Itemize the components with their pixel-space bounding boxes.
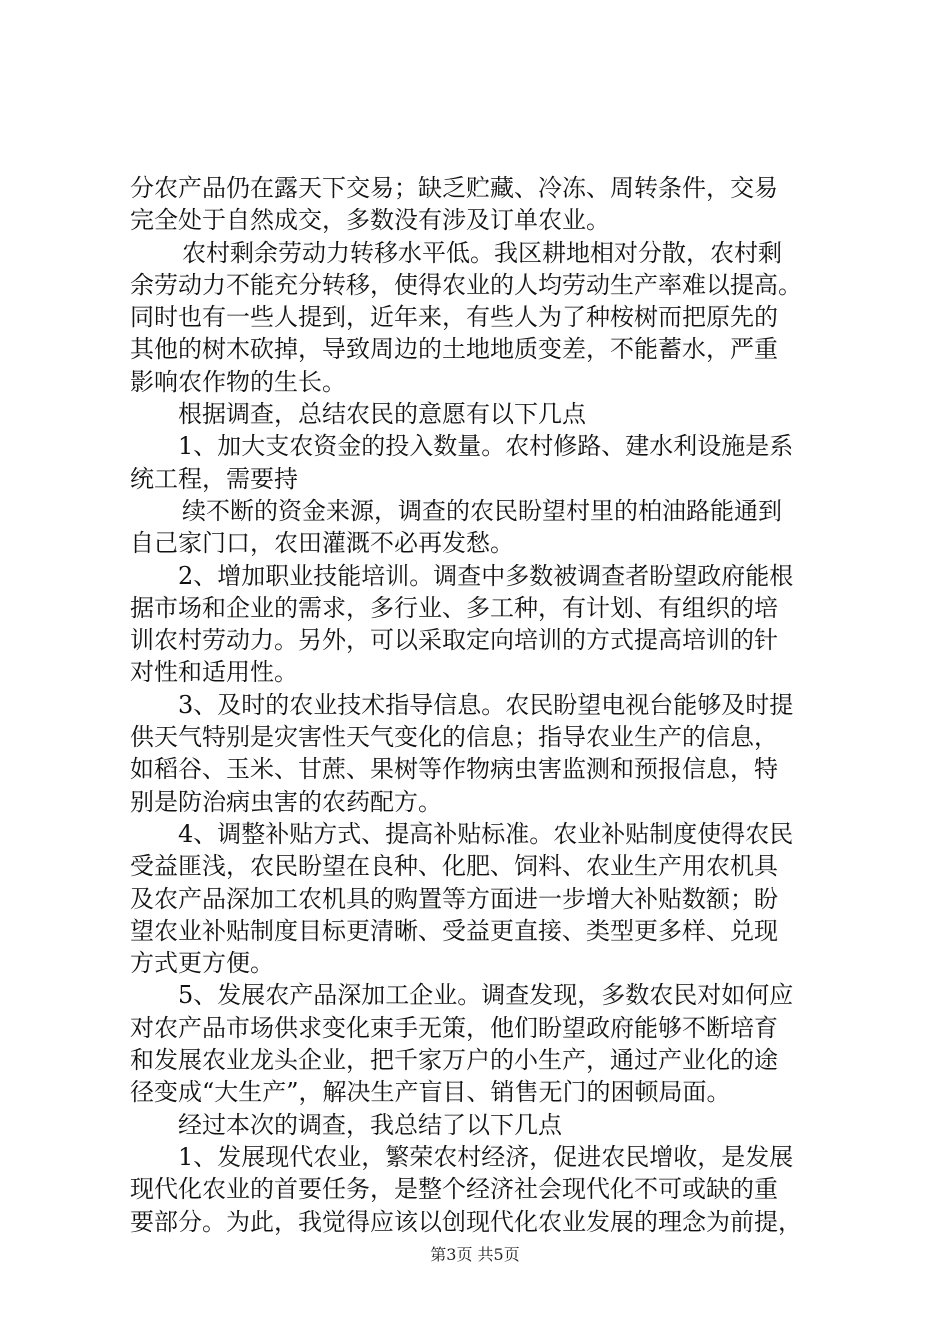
body-line: 农村剩余劳动力转移水平低。我区耕地相对分散，农村剩	[182, 238, 782, 267]
body-line: 要部分。为此，我觉得应该以创现代化农业发展的理念为前提，	[130, 1207, 802, 1236]
body-line: 2、增加职业技能培训。调查中多数被调查者盼望政府能根	[178, 561, 794, 590]
body-line: 受益匪浅，农民盼望在良种、化肥、饲料、农业生产用农机具	[130, 852, 778, 881]
body-line: 别是防治病虫害的农药配方。	[130, 787, 442, 816]
body-line: 经过本次的调查，我总结了以下几点	[178, 1110, 562, 1139]
body-line: 3、及时的农业技术指导信息。农民盼望电视台能够及时提	[178, 690, 794, 719]
body-line: 4、调整补贴方式、提高补贴标准。农业补贴制度使得农民	[178, 819, 794, 848]
body-line: 供天气特别是灾害性天气变化的信息；指导农业生产的信息，	[130, 723, 778, 752]
body-line: 现代化农业的首要任务，是整个经济社会现代化不可或缺的重	[130, 1175, 778, 1204]
body-line: 及农产品深加工农机具的购置等方面进一步增大补贴数额；盼	[130, 884, 778, 913]
body-line: 余劳动力不能充分转移，使得农业的人均劳动生产率难以提高。	[130, 270, 802, 299]
page-footer: 第3页 共5页	[430, 1245, 520, 1264]
body-line: 径变成“大生产”，解决生产盲目、销售无门的困顿局面。	[130, 1078, 731, 1107]
body-line: 对农产品市场供求变化束手无策，他们盼望政府能够不断培育	[130, 1013, 778, 1042]
body-line: 根据调查，总结农民的意愿有以下几点	[178, 400, 586, 429]
body-line: 分农产品仍在露天下交易；缺乏贮藏、冷冻、周转条件，交易	[130, 174, 778, 202]
body-line: 1、发展现代农业，繁荣农村经济，促进农民增收，是发展	[178, 1142, 794, 1171]
body-line: 1、加大支农资金的投入数量。农村修路、建水利设施是系	[178, 432, 794, 461]
body-line: 续不断的资金来源，调查的农民盼望村里的柏油路能通到	[182, 496, 782, 525]
document-body	[130, 172, 842, 1238]
body-line: 训农村劳动力。另外，可以采取定向培训的方式提高培训的针	[130, 626, 778, 655]
body-line: 统工程，需要持	[130, 464, 298, 493]
body-line: 如稻谷、玉米、甘蔗、果树等作物病虫害监测和预报信息，特	[130, 755, 778, 784]
body-line: 同时也有一些人提到，近年来，有些人为了种桉树而把原先的	[130, 303, 778, 332]
body-line: 望农业补贴制度目标更清晰、受益更直接、类型更多样、兑现	[130, 916, 778, 945]
body-line: 自己家门口，农田灌溉不必再发愁。	[130, 529, 514, 558]
body-line: 其他的树木砍掉，导致周边的土地地质变差，不能蓄水，严重	[130, 335, 778, 364]
body-line: 5、发展农产品深加工企业。调查发现，多数农民对如何应	[178, 981, 794, 1010]
body-line: 影响农作物的生长。	[130, 367, 346, 396]
body-line: 据市场和企业的需求，多行业、多工种，有计划、有组织的培	[130, 593, 778, 622]
body-line: 对性和适用性。	[130, 658, 298, 687]
body-line: 完全处于自然成交，多数没有涉及订单农业。	[130, 206, 610, 235]
body-line: 和发展农业龙头企业，把千家万户的小生产，通过产业化的途	[130, 1046, 778, 1075]
body-line: 方式更方便。	[130, 949, 274, 978]
